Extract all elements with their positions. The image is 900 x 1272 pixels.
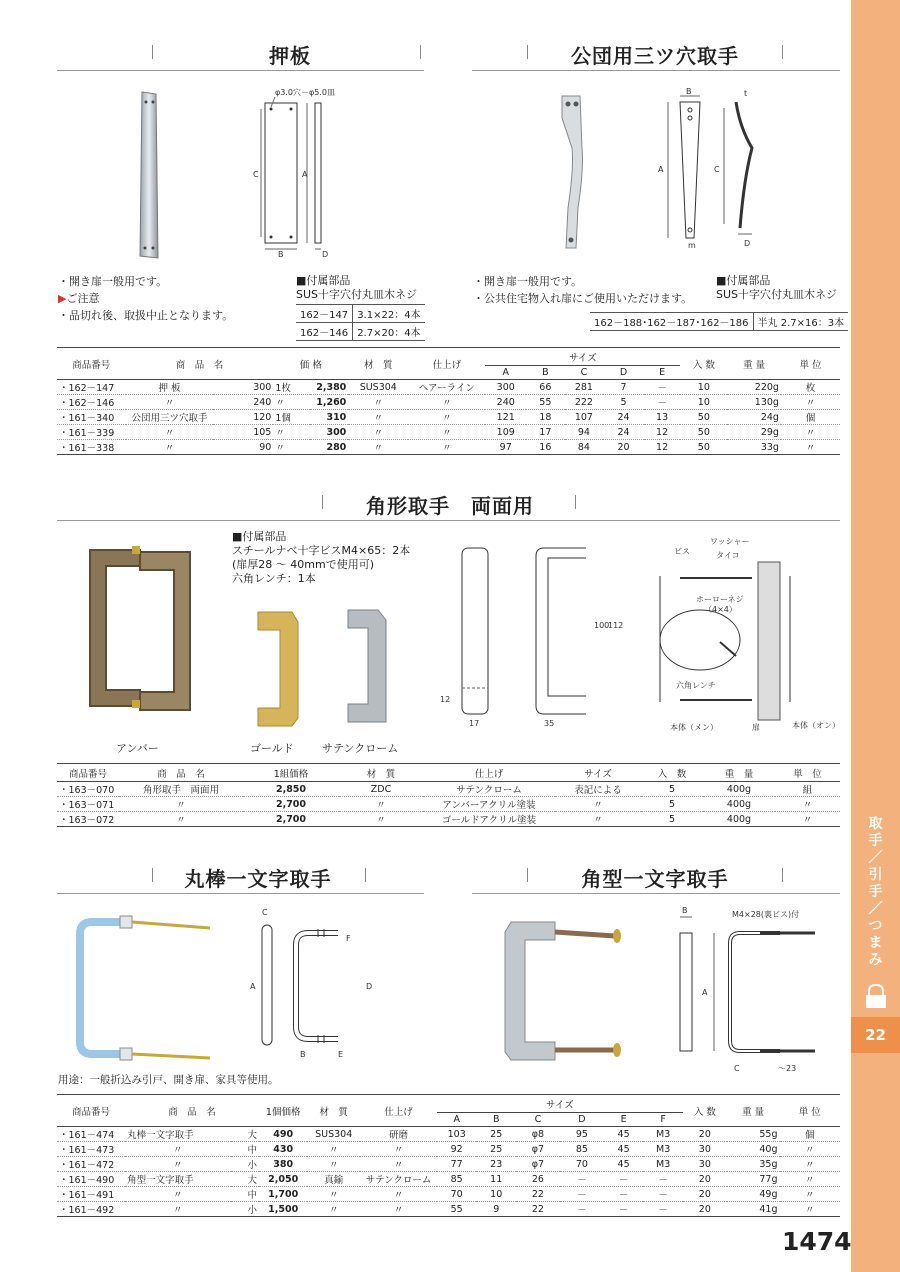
square-bar-handle-photo	[495, 912, 645, 1072]
parts-desc: SUS十字穴付丸皿木ネジ	[296, 288, 418, 301]
section-title-kakugata-ichi: 角型一文字取手	[581, 867, 729, 891]
caption-satin: サテンクローム	[322, 742, 399, 755]
handle-category-icon	[863, 983, 889, 1009]
svg-text:E: E	[338, 1050, 344, 1059]
svg-text:ワッシャー: ワッシャー	[710, 537, 750, 546]
gold-handle-photo	[248, 608, 308, 730]
title-tick	[322, 495, 323, 509]
table-row: ・161－339 〃 105 〃 300 〃 〃 109 17 94 24 12 50 29g 〃	[57, 425, 840, 440]
chapter-number: 22	[851, 1017, 900, 1053]
col-header: 入 数	[680, 348, 727, 380]
parts-line: スチールナベ十字ビスM4×65：2本	[232, 544, 411, 557]
col-header: 商 品 名	[119, 764, 243, 782]
svg-text:C: C	[714, 165, 720, 174]
note-line: ・開き扉一般用です。	[58, 275, 168, 288]
svg-text:B: B	[278, 250, 284, 259]
svg-text:A: A	[702, 988, 708, 997]
spec-table-3: 商品番号 商 品 名 1個価格 材 質 仕上げ サイズ 入 数 重 量 単 位 A B C D E F ・161－474 丸棒一文字取手 大 490 SUS304 研磨 103 25 φ8 95 45 M3 20 55g 個 ・161－473 〃 中 430 〃 〃 92 25 φ7 85 45 M3 30 40g 〃 ・161－472 〃 小 380 〃 〃 77 23 φ7 70 45 M3 30 35g 〃 ・161－490 角型一文字取手 大 2,050 真鍮 サテンクローム 85 11 26 － － － 20 77g 〃 ・161－491 〃 中 1,700 〃 〃 70 10 22 － － － 20 49g 〃 ・161－492 〃 小 1,500 〃 〃 55 9 22 － － － 20 41g 〃	[57, 1094, 840, 1217]
svg-text:D: D	[744, 239, 751, 248]
col-header: 仕上げ	[360, 1095, 437, 1127]
parts-line: 六角レンチ：1本	[232, 572, 316, 585]
kodan-handle-photo	[548, 88, 598, 260]
installation-diagram	[640, 532, 840, 742]
table-row: ・161－472 〃 小 380 〃 〃 77 23 φ7 70 45 M3 30 35g 〃	[57, 1157, 840, 1172]
svg-text:D: D	[322, 250, 329, 259]
note-line: ・公共住宅物入れ扉にご使用いただけます。	[473, 292, 693, 305]
svg-text:112: 112	[608, 621, 624, 630]
title-tick	[527, 868, 528, 882]
push-plate-drawing	[245, 85, 340, 260]
title-underline	[57, 70, 424, 71]
svg-text:D: D	[366, 982, 373, 991]
svg-text:A: A	[250, 982, 256, 991]
col-header: 材 質	[339, 764, 423, 782]
spec-table-1: 商品番号 商 品 名 価 格 材 質 仕上げ サイズ 入 数 重 量 単 位 A B C D E ・162－147 押 板 300 1枚 2,380 SUS304 ヘアーライン 300 66 281 7 － 10 220g 枚 ・162－146 〃 240 〃 1,260 〃 〃 240 55 222 5 － 10 130g 〃 ・161－340 公団用三ツ穴取手 120 1個 310 〃 〃 121 18 107 24 13 50 24g 個 ・161－339 〃 105 〃 300 〃 〃 109 17 94 24 12 50 29g 〃 ・161－338 〃 90 〃 280 〃 〃 97 16 84 20 12 50 33g 〃	[57, 347, 840, 455]
svg-text:m: m	[688, 241, 696, 250]
col-header: 1個価格	[259, 1095, 307, 1127]
section-title-oshiita: 押板	[269, 44, 311, 68]
spec-table-2	[57, 763, 840, 827]
svg-text:本体（オン）: 本体（オン）	[792, 721, 840, 730]
svg-text:本体（メン）: 本体（メン）	[670, 723, 718, 732]
sidebar-category: 取 手 ／ 引 手 ／ つ ま み	[868, 816, 883, 968]
title-tick	[152, 868, 153, 882]
caution-line: ▶ご注意	[58, 292, 100, 305]
kodan-handle-drawing	[648, 88, 768, 258]
col-header: 価 格	[273, 348, 348, 380]
round-bar-handle-photo	[70, 912, 220, 1067]
svg-text:C: C	[253, 170, 259, 179]
svg-text:扉: 扉	[752, 723, 760, 732]
col-header: 商品番号	[57, 1095, 125, 1127]
title-tick	[152, 45, 153, 59]
svg-text:A: A	[658, 165, 664, 174]
table-row: ・161－474 丸棒一文字取手 大 490 SUS304 研磨 103 25 φ8 95 45 M3 20 55g 個	[57, 1127, 840, 1142]
col-header: 単 位	[780, 1095, 840, 1127]
category-sidebar	[851, 0, 900, 1272]
amber-handle-photo	[70, 540, 210, 740]
col-header: 入 数	[683, 1095, 727, 1127]
parts-header: ■付属部品	[232, 530, 287, 543]
col-header: 重 量	[703, 764, 775, 782]
svg-text:B: B	[686, 88, 692, 96]
svg-text:35: 35	[544, 719, 555, 728]
parts-desc: SUS十字穴付丸皿木ネジ	[716, 288, 838, 301]
svg-text:100: 100	[594, 621, 610, 630]
table-row: ・161－492 〃 小 1,500 〃 〃 55 9 22 － － － 20 41g 〃	[57, 1202, 840, 1217]
parts-line: (扉厚28 ～ 40mmで使用可)	[232, 558, 375, 571]
col-header: サイズ	[555, 764, 641, 782]
parts-header: ■付属部品	[716, 274, 771, 287]
col-header: 商品番号	[57, 348, 126, 380]
svg-text:t: t	[744, 89, 748, 98]
parts-header: ■付属部品	[296, 274, 351, 287]
col-header: 商品番号	[57, 764, 119, 782]
table-row: ・161－491 〃 中 1,700 〃 〃 70 10 22 － － － 20 49g 〃	[57, 1187, 840, 1202]
col-header: 材 質	[348, 348, 408, 380]
note-line: ・開き扉一般用です。	[473, 275, 583, 288]
col-header: 商 品 名	[126, 348, 274, 380]
svg-text:（4×4）: （4×4）	[704, 605, 737, 614]
parts-table-kodan: 162－188･162－187･162－186 半丸 2.7×16：3本	[590, 312, 848, 331]
svg-text:17: 17	[469, 719, 480, 728]
svg-text:C: C	[262, 908, 268, 917]
svg-text:B: B	[300, 1050, 306, 1059]
svg-text:φ3.0穴－φ5.0皿: φ3.0穴－φ5.0皿	[275, 88, 335, 97]
col-header: 重 量	[727, 1095, 780, 1127]
col-header: 商 品 名	[125, 1095, 259, 1127]
caption-gold: ゴールド	[250, 742, 294, 755]
caption-amber: アンバー	[116, 742, 159, 755]
svg-text:～23: ～23	[778, 1064, 797, 1073]
title-tick	[782, 45, 783, 59]
svg-text:タイコ: タイコ	[716, 551, 740, 560]
note-line: ・品切れ後、取扱中止となります。	[58, 309, 234, 322]
section-title-kakugata: 角形取手 両面用	[366, 494, 534, 518]
title-tick	[365, 868, 366, 882]
title-underline	[57, 520, 840, 521]
round-bar-drawing	[248, 905, 378, 1067]
table-row: ・162－146 〃 240 〃 1,260 〃 〃 240 55 222 5 － 10 130g 〃	[57, 395, 840, 410]
svg-text:ホーローネジ: ホーローネジ	[696, 595, 744, 604]
page-number: 1474	[782, 1227, 852, 1256]
table-row: ・162－147 押 板 300 1枚 2,380 SUS304 ヘアーライン 300 66 281 7 － 10 220g 枚	[57, 380, 840, 395]
col-header: 1組価格	[243, 764, 339, 782]
col-header: 単 位	[781, 348, 840, 380]
svg-text:A: A	[302, 170, 308, 179]
table-row: ・163－072 〃 2,700 〃 ゴールドアクリル塗装 〃 5 400g 〃	[57, 812, 840, 827]
svg-text:ビス: ビス	[674, 547, 690, 556]
svg-text:M4×28(裏ビス)付: M4×28(裏ビス)付	[732, 910, 800, 919]
svg-text:12: 12	[440, 695, 451, 704]
table-row: ・161－490 角型一文字取手 大 2,050 真鍮 サテンクローム 85 11 26 － － － 20 77g 〃	[57, 1172, 840, 1187]
title-tick	[782, 868, 783, 882]
table-row: ・161－338 〃 90 〃 280 〃 〃 97 16 84 20 12 50 33g 〃	[57, 440, 840, 455]
section-title-marubo: 丸棒一文字取手	[184, 867, 332, 891]
square-bar-drawing	[660, 905, 835, 1075]
title-underline	[472, 70, 840, 71]
col-header: 入 数	[641, 764, 703, 782]
svg-text:六角レンチ: 六角レンチ	[676, 681, 716, 690]
col-header: 仕上げ	[423, 764, 555, 782]
title-tick	[420, 45, 421, 59]
kakugata-drawing	[436, 538, 626, 734]
col-header: サイズ	[485, 348, 680, 366]
table-row: ・161－473 〃 中 430 〃 〃 92 25 φ7 85 45 M3 30 40g 〃	[57, 1142, 840, 1157]
table-row: ・163－071 〃 2,700 〃 アンバーアクリル塗装 〃 5 400g 〃	[57, 797, 840, 812]
col-header: サイズ	[437, 1095, 683, 1113]
col-header: 重 量	[727, 348, 781, 380]
title-underline	[57, 893, 424, 894]
col-header: 材 質	[307, 1095, 360, 1127]
svg-text:C: C	[734, 1064, 740, 1073]
title-underline	[472, 893, 840, 894]
title-tick	[575, 495, 576, 509]
section-title-kodan: 公団用三ツ穴取手	[571, 44, 739, 68]
col-header: 単 位	[775, 764, 840, 782]
svg-text:F: F	[346, 934, 351, 943]
push-plate-photo	[130, 88, 170, 260]
col-header: 仕上げ	[408, 348, 485, 380]
parts-table-oshiita: 162－147 3.1×22：4本 162－146 2.7×20：4本	[296, 304, 425, 341]
usage-note: 用途：一般折込み引戸、開き扉、家具等使用。	[58, 1074, 279, 1086]
svg-text:B: B	[682, 906, 688, 915]
table-row: ・161－340 公団用三ツ穴取手 120 1個 310 〃 〃 121 18 107 24 13 50 24g 個	[57, 410, 840, 425]
satin-chrome-handle-photo	[340, 606, 400, 730]
table-row: ・163－070 角形取手 両面用 2,850 ZDC サテンクローム 表記による 5 400g 組	[57, 782, 840, 797]
title-tick	[527, 45, 528, 59]
